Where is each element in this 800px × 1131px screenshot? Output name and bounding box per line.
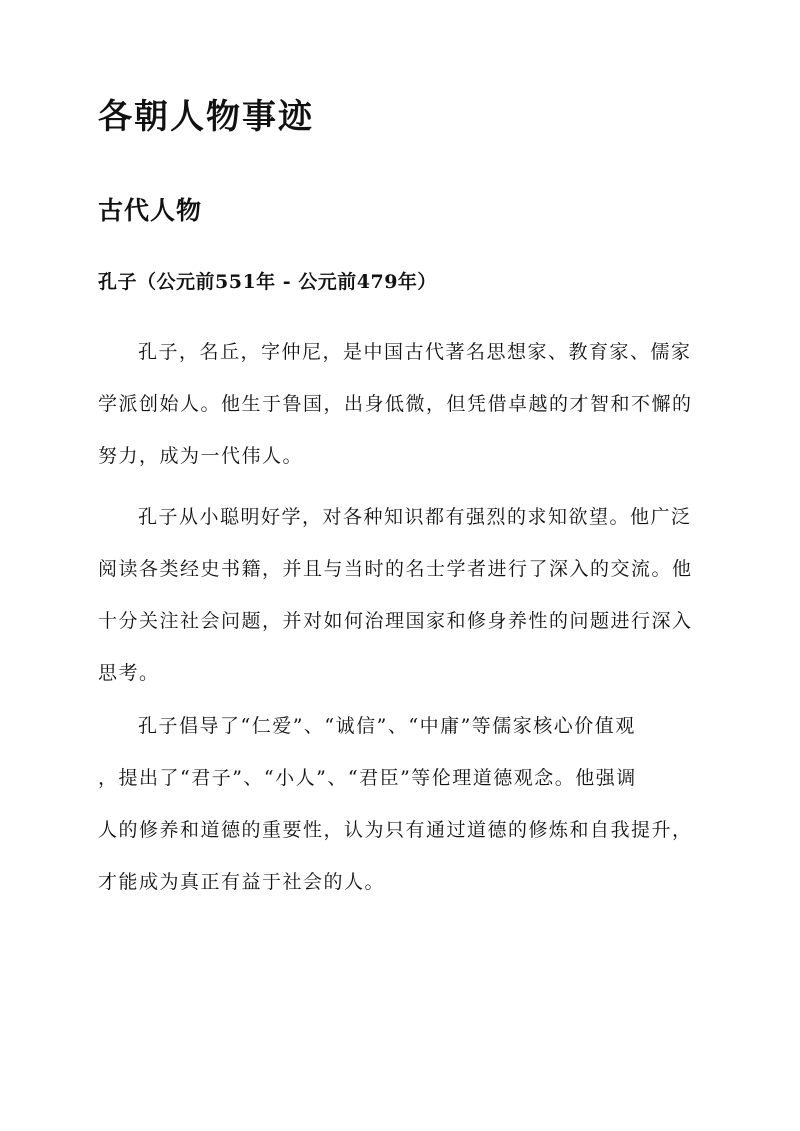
- paragraph-line: 思考。: [98, 662, 160, 684]
- paragraph-line: 孔子倡导了“仁爱”、“诚信”、“中庸”等儒家核心价值观: [138, 715, 636, 737]
- paragraph-1: [98, 326, 702, 482]
- paragraph-line: 阅读各类经史书籍，并且与当时的名士学者进行了深入的交流。他: [98, 558, 693, 580]
- paragraph-line: 人的修养和道德的重要性，认为只有通过道德的修炼和自我提升，: [98, 819, 693, 841]
- paragraph-line: 十分关注社会问题，并对如何治理国家和修身养性的问题进行深入: [98, 610, 693, 632]
- paragraph-line: 学派创始人。他生于鲁国，出身低微，但凭借卓越的才智和不懈的: [98, 393, 693, 415]
- paragraph-line: 孔子从小聪明好学，对各种知识都有强烈的求知欲望。他广泛: [138, 506, 692, 528]
- paragraph-3: [98, 700, 702, 908]
- paragraph-line: 孔子，名丘，字仲尼，是中国古代著名思想家、教育家、儒家: [138, 341, 692, 363]
- section-title: 古代人物: [98, 196, 203, 225]
- document-title: 各朝人物事迹: [98, 97, 314, 137]
- paragraph-line: 才能成为真正有益于社会的人。: [98, 871, 386, 893]
- paragraph-line: ，提出了“君子”、“小人”、“君臣”等伦理道德观念。他强调: [98, 767, 637, 789]
- person-heading: 孔子（公元前551年 - 公元前479年）: [98, 271, 437, 293]
- paragraph-2: [98, 491, 702, 699]
- paragraph-line: 努力，成为一代伟人。: [98, 445, 304, 467]
